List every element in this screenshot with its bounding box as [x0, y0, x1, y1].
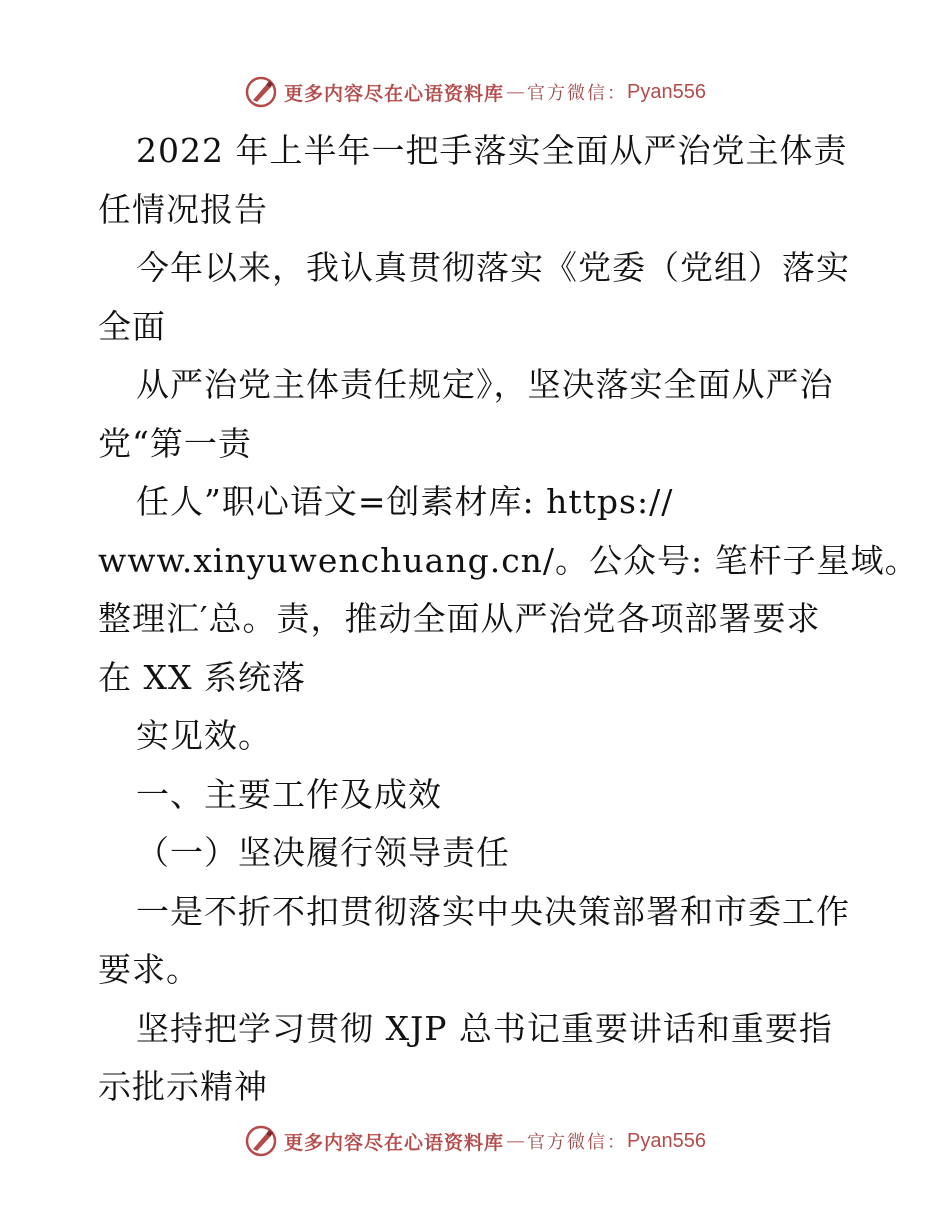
text-line: 今年以来，我认真贯彻落实《党委（党组）落实 [136, 248, 850, 287]
text-line: 任人”职心语文=创素材库: https:// [136, 482, 674, 521]
text-line: 2022 年上半年一把手落实全面从严治党主体责 [136, 131, 848, 170]
text-line: 任情况报告 [98, 189, 268, 229]
text-line: 党“第一责 [98, 423, 252, 463]
text-line: 整理汇′总。责，推动全面从严治党各项部署要求 [98, 599, 821, 638]
text-line: 一是不折不扣贯彻落实中央决策部署和市委工作 [136, 891, 850, 931]
watermark-banner-bottom [0, 1121, 950, 1161]
watermark-main-text: 更多内容尽在心语资料库 [284, 82, 505, 105]
pen-logo-icon [244, 1124, 278, 1158]
text-line: 要求。 [98, 950, 200, 989]
watermark-dash: — [506, 1130, 526, 1152]
watermark-dash: — [506, 81, 526, 103]
pen-logo-icon [244, 75, 278, 109]
watermark-sub-text: 官方微信： [527, 1132, 628, 1153]
text-line: 实见效。 [136, 716, 272, 755]
watermark-sub-text: 官方微信： [527, 83, 628, 104]
text-line: 从严治党主体责任规定》，坚决落实全面从严治 [136, 365, 834, 404]
section-heading: 一、主要工作及成效 [136, 774, 442, 814]
watermark-main-text: 更多内容尽在心语资料库 [284, 1131, 505, 1154]
document-body [98, 122, 919, 1117]
text-line: www.xinyuwenchuang.cn/。公众号: 笔杆子星域。 [98, 540, 919, 580]
text-line: 坚持把学习贯彻 XJP 总书记重要讲话和重要指 [136, 1008, 833, 1048]
subsection-heading: （一）坚决履行领导责任 [136, 833, 510, 872]
text-line: 在 XX 系统落 [98, 657, 306, 697]
watermark-wechat-id: Pyan556 [627, 80, 706, 103]
text-line: 示批示精神 [98, 1067, 268, 1106]
watermark-wechat-id: Pyan556 [627, 1129, 706, 1152]
text-line: 全面 [98, 306, 166, 346]
watermark-banner-top [0, 72, 950, 112]
